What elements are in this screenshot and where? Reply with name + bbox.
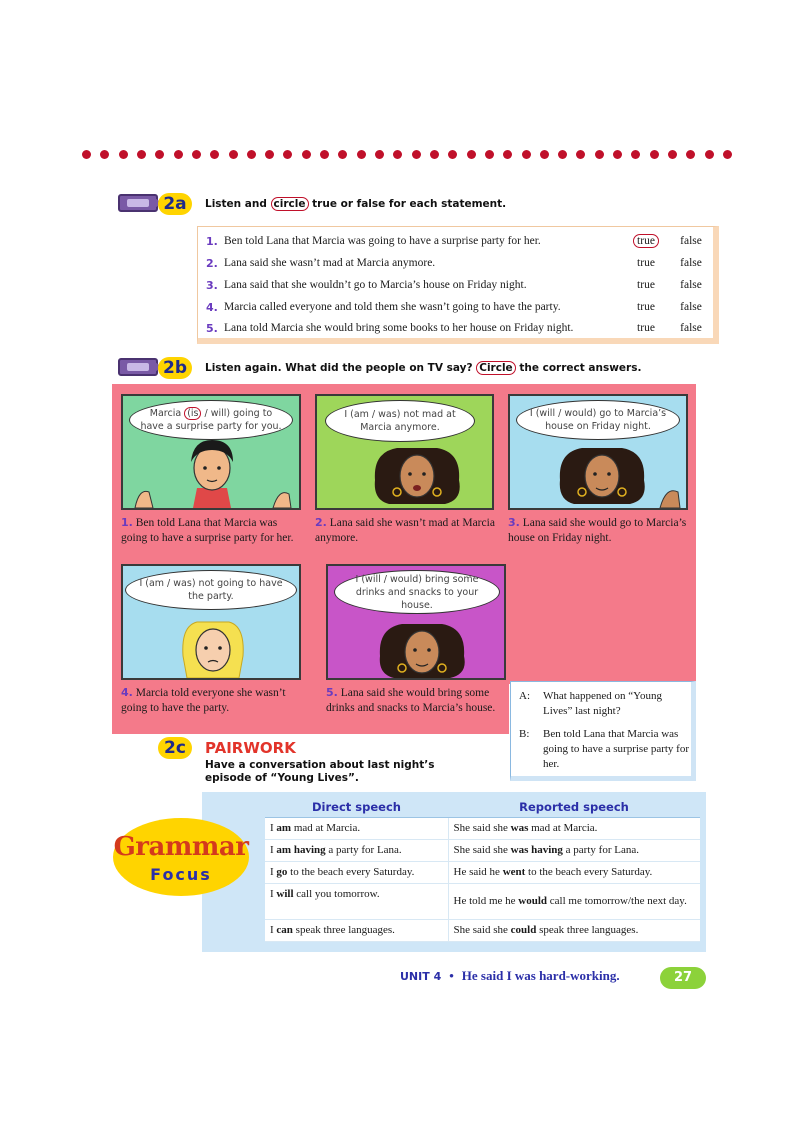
true-option[interactable]: true <box>633 234 659 248</box>
divider-dot <box>576 150 585 159</box>
divider-dot <box>613 150 622 159</box>
false-option[interactable]: false <box>680 257 702 269</box>
false-option[interactable]: false <box>680 322 702 334</box>
divider-dot <box>412 150 421 159</box>
divider-dot <box>650 150 659 159</box>
statement-row: 3. Lana said that she wouldn’t go to Marcia’s house on Friday night. true false <box>206 275 711 295</box>
comic-frame-1 <box>121 394 301 510</box>
table-row <box>265 839 700 861</box>
divider-dot <box>540 150 549 159</box>
direct-cell: I am having a party for Lana. <box>265 839 448 861</box>
comic-frame-5 <box>326 564 506 680</box>
true-option[interactable]: true <box>637 322 655 334</box>
header-reported-speech: Reported speech <box>448 797 700 817</box>
pairwork-instruction: Have a conversation about last night’s episode of “Young Lives”. <box>205 759 435 784</box>
divider-dot <box>357 150 366 159</box>
reported-cell: He told me he would call me tomorrow/the next day. <box>448 883 700 919</box>
dialog-line-a: A: What happened on “Young Lives” last night? <box>519 690 662 717</box>
speech-bubble: I (am / was) not going to have the party. <box>125 570 297 610</box>
direct-cell: I go to the beach every Saturday. <box>265 861 448 883</box>
dialog-line-b: B: Ben told Lana that Marcia was going to have a surprise party for her. <box>519 728 690 770</box>
speech-bubble: I (will / would) go to Marcia’s house on Friday night. <box>516 400 680 440</box>
divider-dot <box>302 150 311 159</box>
divider-dot <box>393 150 402 159</box>
divider-dot <box>668 150 677 159</box>
divider-dot <box>338 150 347 159</box>
divider-dot <box>283 150 292 159</box>
divider-dot <box>686 150 695 159</box>
divider-dot <box>119 150 128 159</box>
divider-dot <box>705 150 714 159</box>
table-row <box>265 883 700 919</box>
grammar-focus-title: Grammar <box>113 832 249 862</box>
reported-cell: She said she could speak three languages. <box>448 919 700 941</box>
speech-bubble: I (will / would) bring some drinks and snacks to your house. <box>334 570 500 614</box>
divider-dot <box>375 150 384 159</box>
reported-cell: He said he went to the beach every Saturday. <box>448 861 700 883</box>
divider-dot <box>503 150 512 159</box>
caption-3: 3. Lana said she would go to Marcia’s house on Friday night. <box>508 516 687 544</box>
example-dialog <box>510 681 696 781</box>
direct-cell: I am mad at Marcia. <box>265 817 448 839</box>
divider-dot <box>247 150 256 159</box>
speech-bubble: I (am / was) not mad at Marcia anymore. <box>325 400 475 442</box>
header-direct-speech: Direct speech <box>265 797 448 817</box>
divider-dot <box>522 150 531 159</box>
true-option[interactable]: true <box>637 301 655 313</box>
divider-dot <box>595 150 604 159</box>
divider-dot <box>192 150 201 159</box>
divider-dot <box>723 150 732 159</box>
exercise-number: 2b <box>158 357 192 379</box>
grammar-focus-subtitle: Focus <box>150 865 212 884</box>
page-footer <box>400 968 620 984</box>
statement-row: 1. Ben told Lana that Marcia was going to have a surprise party for her. true false <box>206 231 711 251</box>
caption-4: 4. Marcia told everyone she wasn’t going to have the party. <box>121 686 286 714</box>
page-number: 27 <box>660 967 706 989</box>
pairwork-title: PAIRWORK <box>205 739 296 757</box>
divider-dot <box>558 150 567 159</box>
caption-2: 2. Lana said she wasn’t mad at Marcia anymore. <box>315 516 495 544</box>
exercise-number: 2a <box>158 193 192 215</box>
caption-5: 5. Lana said she would bring some drinks and snacks to Marcia’s house. <box>326 686 496 714</box>
direct-cell: I can speak three languages. <box>265 919 448 941</box>
direct-cell: I will call you tomorrow. <box>265 883 448 919</box>
divider-dot <box>631 150 640 159</box>
table-row <box>265 861 700 883</box>
bullet: • <box>449 968 454 983</box>
true-false-box <box>197 226 719 344</box>
dotted-divider <box>82 150 732 162</box>
comic-frame-2 <box>315 394 494 510</box>
divider-dot <box>448 150 457 159</box>
divider-dot <box>100 150 109 159</box>
table-header-row <box>265 797 700 817</box>
false-option[interactable]: false <box>680 235 702 247</box>
grammar-table <box>265 797 700 942</box>
statement-row: 2. Lana said she wasn’t mad at Marcia anymore. true false <box>206 253 711 273</box>
divider-dot <box>467 150 476 159</box>
unit-title: He said I was hard-working. <box>461 968 620 983</box>
statement-row: 4. Marcia called everyone and told them she wasn’t going to have the party. true false <box>206 297 711 317</box>
reported-cell: She said she was mad at Marcia. <box>448 817 700 839</box>
instruction-2b: Listen again. What did the people on TV say? Circle the correct answers. <box>205 362 642 374</box>
false-option[interactable]: false <box>680 301 702 313</box>
divider-dot <box>320 150 329 159</box>
instruction-2a: Listen and circle true or false for each statement. <box>205 198 507 210</box>
exercise-number: 2c <box>158 737 192 759</box>
divider-dot <box>210 150 219 159</box>
divider-dot <box>82 150 91 159</box>
table-row <box>265 817 700 839</box>
speech-bubble: Marcia (is / will) going to have a surprise party for you. <box>129 400 293 440</box>
false-option[interactable]: false <box>680 279 702 291</box>
true-option[interactable]: true <box>637 257 655 269</box>
table-row <box>265 919 700 941</box>
divider-dot <box>174 150 183 159</box>
true-option[interactable]: true <box>637 279 655 291</box>
divider-dot <box>137 150 146 159</box>
reported-cell: She said she was having a party for Lana. <box>448 839 700 861</box>
divider-dot <box>265 150 274 159</box>
divider-dot <box>229 150 238 159</box>
unit-label: UNIT 4 <box>400 969 442 983</box>
statement-row: 5. Lana told Marcia she would bring some books to her house on Friday night. true false <box>206 318 711 338</box>
comic-frame-4 <box>121 564 301 680</box>
caption-1: 1. Ben told Lana that Marcia was going to have a surprise party for her. <box>121 516 294 544</box>
divider-dot <box>485 150 494 159</box>
divider-dot <box>430 150 439 159</box>
comic-frame-3 <box>508 394 688 510</box>
divider-dot <box>155 150 164 159</box>
